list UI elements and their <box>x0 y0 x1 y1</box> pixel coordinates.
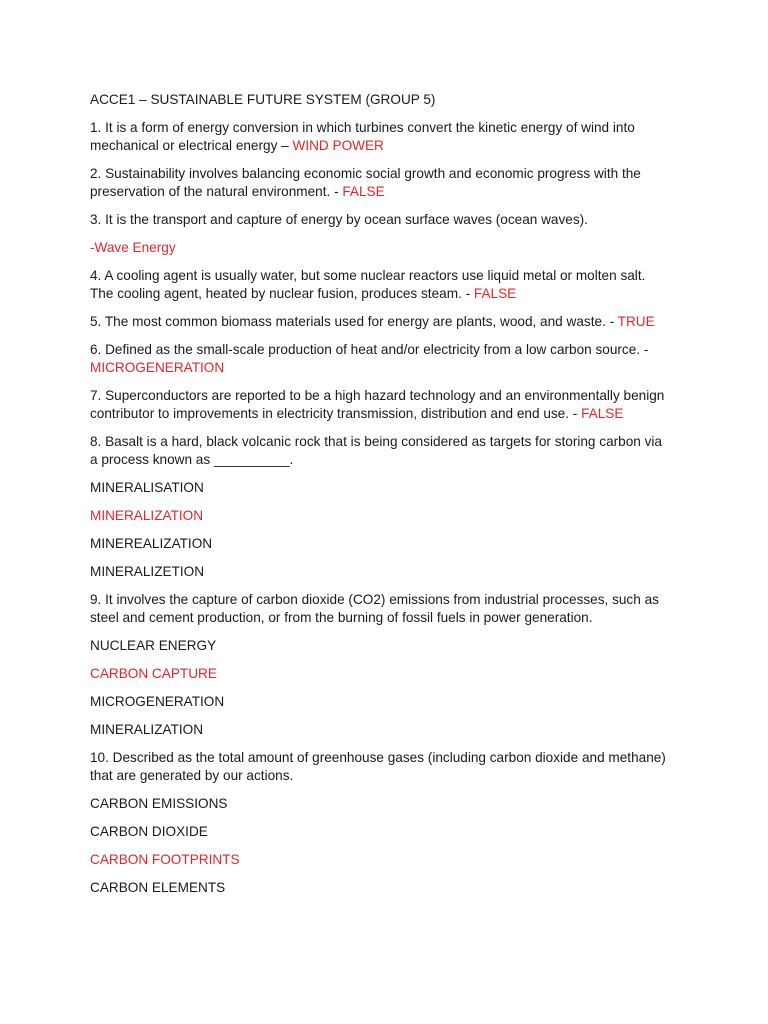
question-9 <box>90 591 688 739</box>
question-8-text-cont: a process known as __________. <box>90 452 294 467</box>
question-10-text: 10. Described as the total amount of greenhouse gases (including carbon dioxide and methane) <box>90 750 666 765</box>
question-2-answer: FALSE <box>342 184 385 199</box>
question-4 <box>90 267 688 303</box>
question-8-option: MINERALIZETION <box>90 564 205 579</box>
question-10 <box>90 749 688 897</box>
question-5-answer: TRUE <box>617 314 655 329</box>
question-3-text: 3. It is the transport and capture of energy by ocean surface waves (ocean waves). <box>90 212 588 227</box>
question-8-option: MINERALISATION <box>90 480 204 495</box>
question-10-option: CARBON DIOXIDE <box>90 824 208 839</box>
question-6-text: 6. Defined as the small-scale production of heat and/or electricity from a low carbon source. - <box>90 342 649 357</box>
question-4-text-cont: The cooling agent, heated by nuclear fusion, produces steam. - <box>90 286 474 301</box>
question-7-answer: FALSE <box>581 406 624 421</box>
question-1-answer: WIND POWER <box>292 138 384 153</box>
question-6 <box>90 341 688 377</box>
question-7-text: 7. Superconductors are reported to be a high hazard technology and an environmentally benign <box>90 388 665 403</box>
question-9-option-correct: CARBON CAPTURE <box>90 666 217 681</box>
question-5 <box>90 313 688 331</box>
question-10-text-cont: that are generated by our actions. <box>90 768 294 783</box>
question-9-option: MICROGENERATION <box>90 694 225 709</box>
question-2-text-cont: preservation of the natural environment. - <box>90 184 343 199</box>
document-title: ACCE1 – SUSTAINABLE FUTURE SYSTEM (GROUP 5) <box>90 92 436 107</box>
question-10-option: CARBON ELEMENTS <box>90 880 226 895</box>
question-4-text: 4. A cooling agent is usually water, but some nuclear reactors use liquid metal or molten salt. <box>90 268 646 283</box>
question-8-option: MINEREALIZATION <box>90 536 213 551</box>
question-2-text: 2. Sustainability involves balancing economic social growth and economic progress with the <box>90 166 641 181</box>
question-7 <box>90 387 688 423</box>
question-10-option-correct: CARBON FOOTPRINTS <box>90 852 240 867</box>
question-7-text-cont: contributor to improvements in electricity transmission, distribution and end use. - <box>90 406 582 421</box>
question-1 <box>90 119 688 155</box>
question-8-option-correct: MINERALIZATION <box>90 508 204 523</box>
question-9-text: 9. It involves the capture of carbon dioxide (CO2) emissions from industrial processes, such as <box>90 592 659 607</box>
question-9-option: MINERALIZATION <box>90 722 204 737</box>
question-5-text: 5. The most common biomass materials used for energy are plants, wood, and waste. - <box>90 314 618 329</box>
question-1-text-cont: mechanical or electrical energy – <box>90 138 293 153</box>
question-2 <box>90 165 688 201</box>
question-4-answer: FALSE <box>473 286 517 301</box>
question-8 <box>90 433 688 581</box>
question-6-answer: MICROGENERATION <box>90 360 225 375</box>
question-3 <box>90 211 688 257</box>
question-8-text: 8. Basalt is a hard, black volcanic rock that is being considered as targets for storing carbon via <box>90 434 662 449</box>
question-3-answer: -Wave Energy <box>90 240 176 255</box>
question-9-text-cont: steel and cement production, or from the burning of fossil fuels in power generation. <box>90 610 593 625</box>
question-9-option: NUCLEAR ENERGY <box>90 638 217 653</box>
question-1-text: 1. It is a form of energy conversion in which turbines convert the kinetic energy of wind into <box>90 120 635 135</box>
question-10-option: CARBON EMISSIONS <box>90 796 228 811</box>
